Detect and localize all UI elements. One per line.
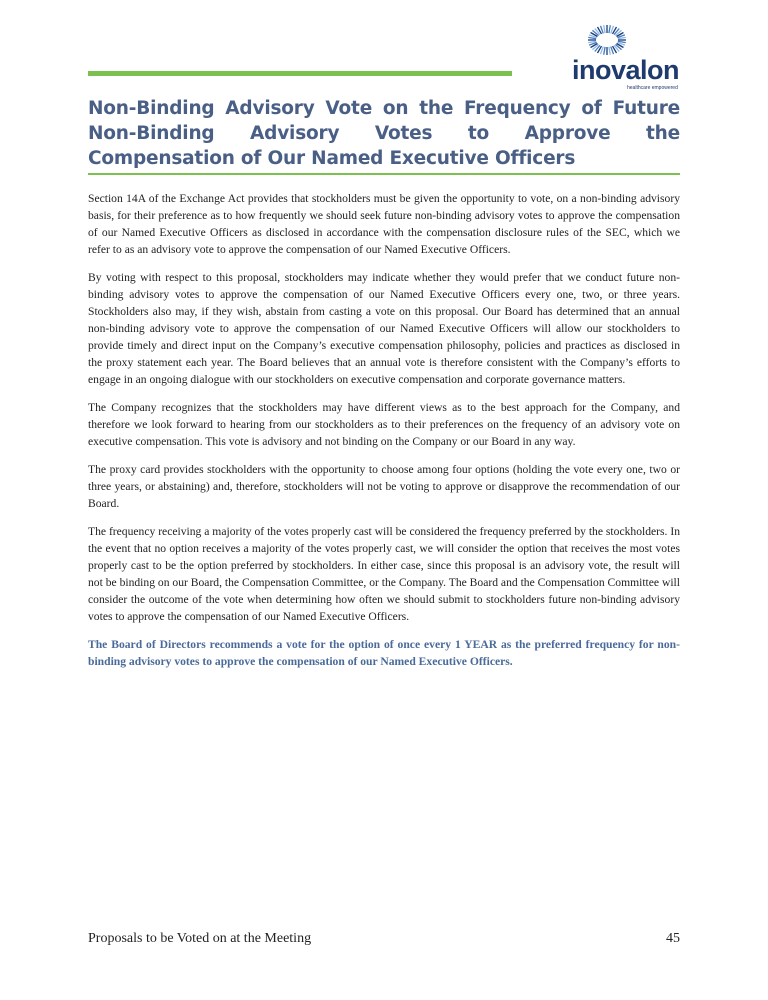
logo-tagline: healthcare empowered: [627, 85, 678, 91]
logo-ray: [609, 47, 610, 55]
footer-section-title: Proposals to be Voted on at the Meeting: [88, 931, 312, 946]
document-body: [88, 190, 680, 681]
paragraph: Section 14A of the Exchange Act provides that stockholders must be given the opportunity to vote, on a non-binding advisory basis, for their preference as to how frequently we should seek future non-binding advisory votes to approve the compensation of our Named Executive Officers as disclosed in accordance with the compensation disclosure rules of the SEC, which we refer to as an advisory vote to approve the compensation of our Named Executive Officers.: [88, 192, 680, 256]
page-title: Non-Binding Advisory Vote on the Frequency of Future Non-Binding Advisory Votes to Approve the Compensation of Our Named Executive Officers: [88, 98, 680, 169]
board-recommendation: The Board of Directors recommends a vote for the option of once every 1 YEAR as the preferred frequency for non-binding advisory votes to approve the compensation of our Named Executive Officers.: [88, 638, 680, 668]
paragraph: The frequency receiving a majority of the votes properly cast will be considered the frequency preferred by the stockholders. In the event that no option receives a majority of the votes properly cast, we will consider the option that receives the most votes properly cast to be the option preferred by stockholders. In either case, since this proposal is an advisory vote, the result will not be binding on our Board, the Compensation Committee, or the Company. The Board and the Compensation Committee will consider the outcome of the vote when determining how often we should submit to stockholders future non-binding advisory votes to approve the compensation of our Named Executive Officers.: [88, 525, 680, 623]
logo-ray: [609, 25, 610, 33]
logo-ray: [604, 25, 605, 33]
header-accent-bar: [88, 71, 512, 76]
paragraph: The Company recognizes that the stockholders may have different views as to the best approach for the Company, and therefore we look forward to hearing from our stockholders as to their preferences on the frequency of an advisory vote on executive compensation. This vote is advisory and not binding on the Company or our Board in any way.: [88, 401, 680, 448]
page-number: 45: [666, 931, 680, 946]
inovalon-logo: [565, 22, 685, 107]
logo-ray: [604, 47, 605, 55]
logo-wordmark: inovalon: [572, 55, 680, 85]
paragraph: By voting with respect to this proposal, stockholders may indicate whether they would prefer that we conduct future non-binding advisory votes to approve the compensation of our Named Executive Officers every one, two, or three years. Stockholders also may, if they wish, abstain from casting a vote on this proposal. Our Board has determined that an annual non-binding advisory vote to approve the compensation of our Named Executive Officers will allow our stockholders to provide timely and direct input on the Company’s executive compensation philosophy, policies and practices as disclosed in the proxy statement each year. The Board believes that an annual vote is therefore consistent with the Company’s efforts to engage in an ongoing dialogue with our stockholders on executive compensation and corporate governance matters.: [88, 271, 680, 386]
title-underline: [88, 173, 680, 175]
paragraph: The proxy card provides stockholders with the opportunity to choose among four options (holding the vote every one, two or three years, or abstaining) and, therefore, stockholders will not be voting to approve or disapprove the recommendation of our Board.: [88, 463, 680, 510]
